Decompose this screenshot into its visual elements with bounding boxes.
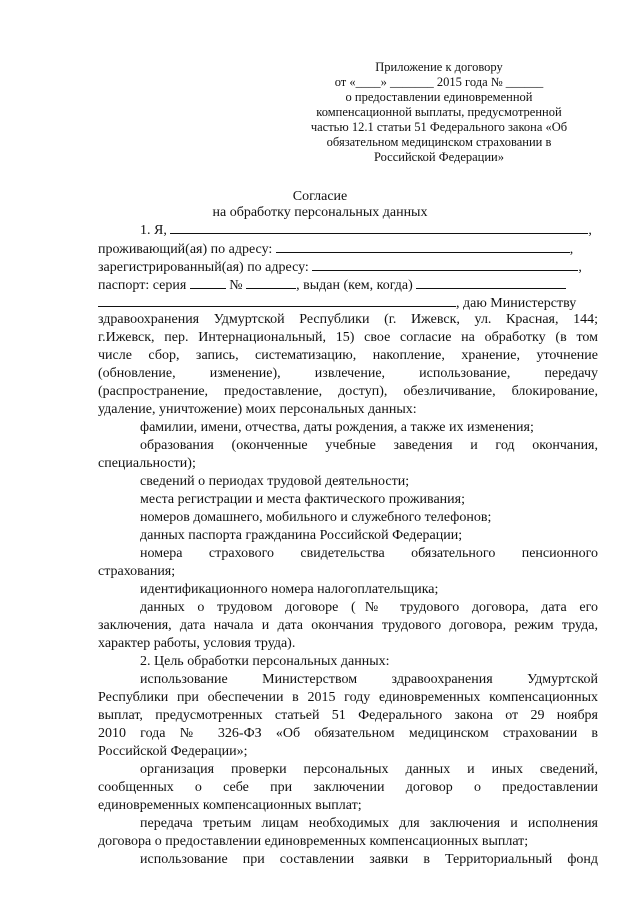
list-item: данных паспорта гражданина Российской Федерации; (140, 528, 463, 543)
list-item: идентификационного номера налогоплательщика; (140, 582, 439, 597)
passport-series-field[interactable] (190, 276, 226, 289)
body-line: (распространение, предоставление, доступ), обезличивание, блокирование, (98, 384, 598, 399)
body-line: (обновление, изменение), извлечение, использование, передачу (98, 366, 598, 381)
list-item: фамилии, имени, отчества, даты рождения, а также их изменения; (140, 420, 534, 435)
address-line (98, 240, 573, 259)
comma: , (578, 260, 582, 275)
section-heading: 2. Цель обработки персональных данных: (140, 654, 390, 669)
list-item-continuation: 2010 года № 326-ФЗ «Об обязательном медицинском страховании в (98, 726, 598, 741)
list-item: использование при составлении заявки в Территориальный фонд (140, 852, 598, 867)
issued-by-continuation-field[interactable] (98, 294, 456, 307)
comma: , (569, 242, 574, 257)
list-item-continuation: заключения, дата начала и дата окончания трудового договора, режим труда, (98, 618, 598, 633)
appendix-line: о предоставлении единовременной (345, 90, 533, 104)
appendix-header (305, 60, 573, 165)
gives-to-label: , даю Министерству (456, 296, 577, 311)
registered-label: зарегистрированный(ая) по адресу: (98, 260, 309, 275)
fullname-field[interactable] (170, 221, 588, 234)
passport-series-label: паспорт: серия (98, 278, 187, 293)
appendix-line: Российской Федерации» (373, 150, 504, 164)
list-item: передача третьим лицам необходимых для заключения и исполнения (140, 816, 598, 831)
list-item-continuation: страхования; (98, 564, 176, 579)
fullname-line (140, 221, 592, 240)
list-item-continuation: Российской Федерации»; (98, 744, 248, 759)
document-title: Согласие (292, 189, 348, 204)
registered-field[interactable] (312, 258, 578, 271)
list-item: организация проверки персональных данных и иных сведений, (140, 762, 598, 777)
appendix-line: Приложение к договору (375, 60, 503, 74)
list-item: использование Министерством здравоохранения Удмуртской (140, 672, 598, 687)
document-subtitle: на обработку персональных данных (212, 205, 428, 220)
appendix-line: обязательном медицинском страховании в (326, 135, 552, 149)
comma: , (588, 223, 592, 238)
list-item-continuation: единовременных компенсационных выплат; (98, 798, 362, 813)
passport-line (98, 276, 566, 295)
list-item: номеров домашнего, мобильного и служебного телефонов; (140, 510, 492, 525)
body-line: г.Ижевск, пер. Интернациональный, 15) свое согласие на обработку (в том (98, 330, 598, 345)
appendix-line: компенсационной выплаты, предусмотренной (316, 105, 562, 119)
address-field[interactable] (276, 240, 570, 253)
issued-by-field[interactable] (416, 276, 566, 289)
list-item-continuation: специальности); (98, 456, 196, 471)
passport-number-label: № (229, 278, 243, 293)
list-item: номера страхового свидетельства обязательного пенсионного (140, 546, 598, 561)
appendix-line: от «____» _______ 2015 года № ______ (334, 75, 544, 89)
appendix-line: частью 12.1 статьи 51 Федерального закона «Об (310, 120, 568, 134)
address-label: проживающий(ая) по адресу: (98, 242, 273, 257)
item1-prefix: 1. Я, (140, 223, 167, 238)
list-item-continuation: характер работы, условия труда). (98, 636, 296, 651)
list-item: данных о трудовом договоре (№ трудового договора, дата его (140, 600, 598, 615)
list-item: образования (оконченные учебные заведения и год окончания, (140, 438, 598, 453)
list-item-continuation: договора о предоставлении единовременных компенсационных выплат; (98, 834, 529, 849)
list-item: места регистрации и места фактического проживания; (140, 492, 465, 507)
registered-line (98, 258, 582, 277)
body-line: числе сбор, запись, систематизацию, накопление, хранение, уточнение (98, 348, 598, 363)
list-item-continuation: выплат, предусмотренных статьей 51 Федерального закона от 29 ноября (98, 708, 598, 723)
list-item-continuation: сообщенных о себе при заключении договор о предоставлении (98, 780, 598, 795)
list-item-continuation: Республики при обеспечении в 2015 году единовременных компенсационных (98, 690, 598, 705)
body-line: здравоохранения Удмуртской Республики (г. Ижевск, ул. Красная, 144; (98, 312, 598, 327)
passport-number-field[interactable] (246, 276, 296, 289)
body-line: удаление, уничтожение) моих персональных данных: (98, 402, 417, 417)
list-item: сведений о периодах трудовой деятельности; (140, 474, 410, 489)
issued-by-label: , выдан (кем, когда) (296, 278, 413, 293)
